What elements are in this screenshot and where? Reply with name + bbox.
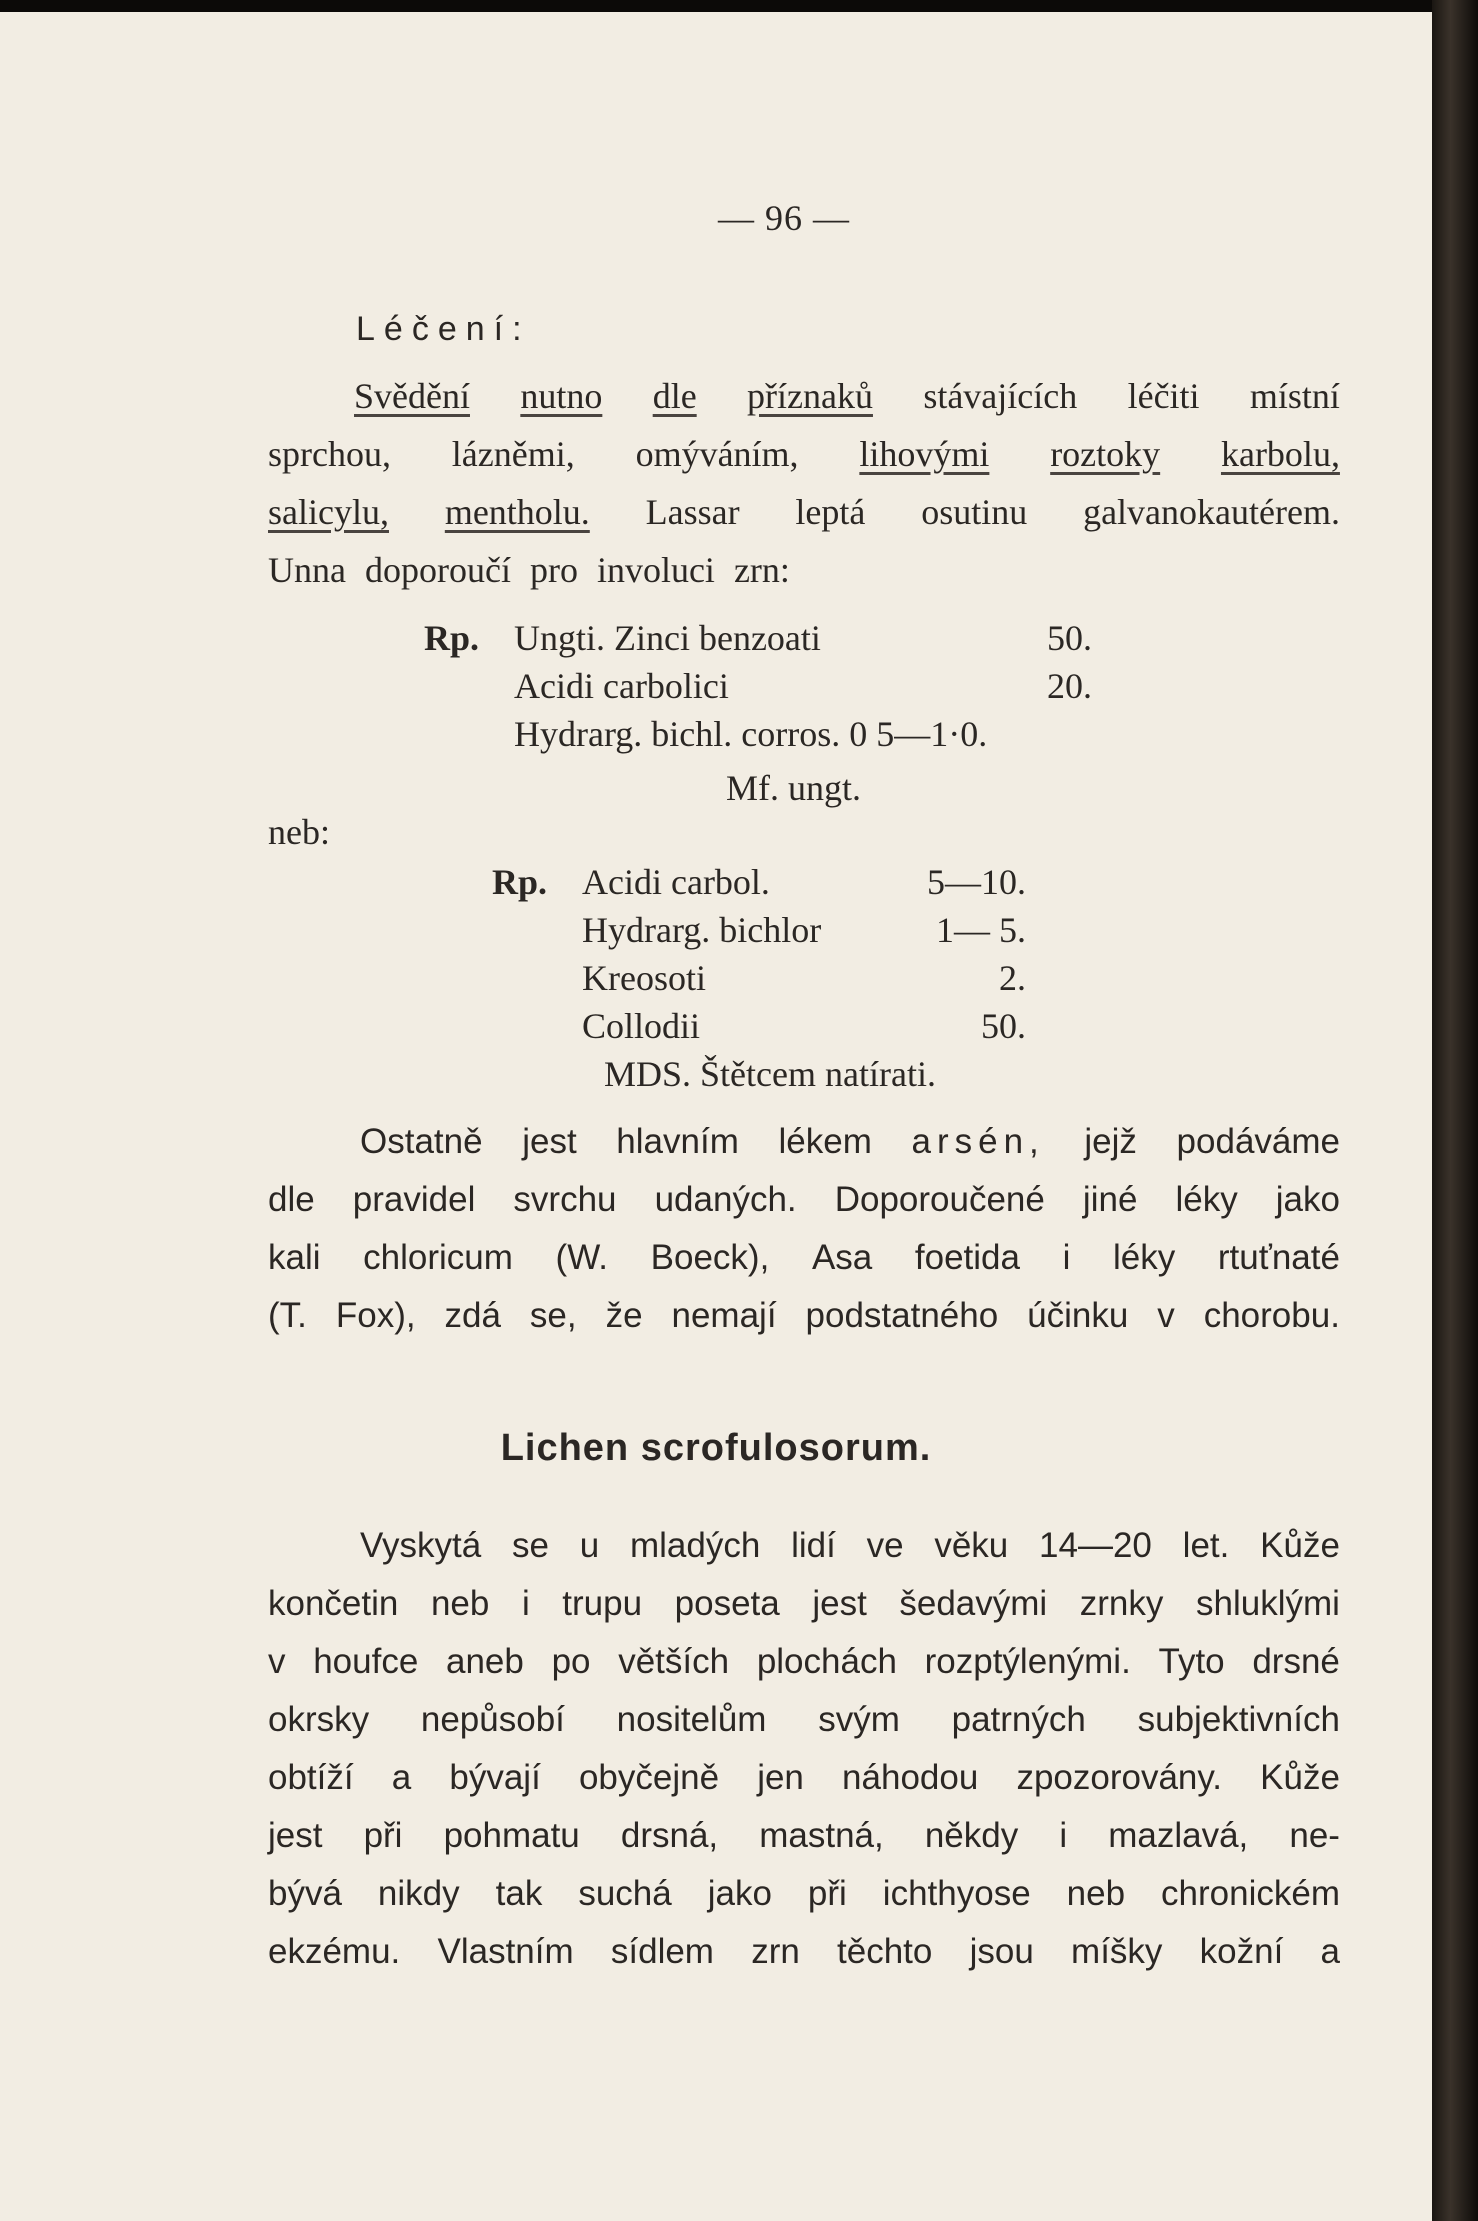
word: léky [1113, 1238, 1176, 1277]
para3-line-7 [268, 1876, 1340, 1911]
word: i [521, 1584, 530, 1623]
word: ve [866, 1526, 904, 1565]
recipe2-rp-symbol: Rp. [492, 862, 548, 902]
word: nikdy [377, 1874, 460, 1913]
para2-line-2 [268, 1182, 1340, 1217]
word: stávajících [923, 376, 1078, 416]
word: Ostatně [360, 1122, 483, 1161]
word: u [579, 1526, 600, 1565]
word: jako [1275, 1180, 1340, 1219]
word: Unna [268, 550, 346, 590]
word: pohmatu [443, 1816, 580, 1855]
recipe2-item-2-name: Hydrarg. bichlor [582, 910, 822, 950]
word: Vyskytá [360, 1526, 482, 1565]
word: pro [529, 550, 578, 590]
word: omýváním, [635, 434, 799, 474]
word: let. [1182, 1526, 1230, 1565]
word: větších [618, 1642, 730, 1681]
word: jest [522, 1122, 577, 1161]
word: podstatného [805, 1296, 999, 1335]
page-number: — 96 — [718, 198, 850, 238]
word: léčiti [1127, 376, 1200, 416]
para2-line-3 [268, 1240, 1340, 1275]
word: jejž [1084, 1122, 1137, 1161]
para1-line-1 [268, 378, 1340, 414]
para3-line-4 [268, 1702, 1340, 1737]
word: pravidel [352, 1180, 476, 1219]
para3-line-3 [268, 1644, 1340, 1679]
word: náhodou [842, 1758, 979, 1797]
para1-line-4 [268, 552, 790, 588]
recipe1-item-1-amount: 50. [1047, 618, 1092, 658]
word: roztoky [1050, 434, 1161, 474]
recipe1-item-2-amount: 20. [1047, 666, 1092, 706]
recipe1-rp-symbol: Rp. [424, 618, 480, 658]
para2-line-4 [268, 1298, 1340, 1333]
word: obyčejně [578, 1758, 720, 1797]
word: dle [652, 376, 697, 416]
word: a [1320, 1932, 1340, 1971]
word: lidí [791, 1526, 836, 1565]
word: Lassar [645, 492, 740, 532]
word: plochách [756, 1642, 897, 1681]
word: mazlavá, [1108, 1816, 1249, 1855]
word: tak [495, 1874, 543, 1913]
recipe2-signa: MDS. Štětcem natírati. [604, 1054, 936, 1094]
word: subjektivních [1137, 1700, 1340, 1739]
word: lihovými [859, 434, 990, 474]
word: udaných. [654, 1180, 797, 1219]
word: leptá [795, 492, 866, 532]
word: chronickém [1161, 1874, 1340, 1913]
recipe2-item-1-name: Acidi carbol. [582, 862, 770, 902]
word: jen [757, 1758, 804, 1797]
word: arsén, [911, 1122, 1045, 1161]
word: jest [812, 1584, 867, 1623]
word: lékem [778, 1122, 872, 1161]
word: zrn [751, 1932, 800, 1971]
word: ekzému. [268, 1932, 401, 1971]
word: rtuťnaté [1217, 1238, 1340, 1277]
word: podáváme [1176, 1122, 1340, 1161]
word: končetin [268, 1584, 399, 1623]
word: galvanokautérem. [1083, 492, 1340, 532]
word: jako [707, 1874, 772, 1913]
word: léky [1175, 1180, 1238, 1219]
word: involuci [596, 550, 715, 590]
word: salicylu, [268, 492, 389, 532]
recipe1-item-3-name: Hydrarg. bichl. corros. 0 5—1·0. [514, 714, 988, 754]
word: někdy [924, 1816, 1019, 1855]
word: kožní [1199, 1932, 1284, 1971]
word: patrných [951, 1700, 1086, 1739]
word: 14—20 [1039, 1526, 1152, 1565]
para3-line-6 [268, 1818, 1340, 1853]
word: houfce [313, 1642, 419, 1681]
word: mladých [629, 1526, 761, 1565]
word: aneb [446, 1642, 524, 1681]
word: míšky [1071, 1932, 1163, 1971]
word: Kůže [1260, 1758, 1340, 1797]
word: se, [529, 1296, 577, 1335]
word: drsná, [620, 1816, 719, 1855]
word: sprchou, [268, 434, 391, 474]
word: zrnky [1079, 1584, 1164, 1623]
para2-line-1 [268, 1124, 1340, 1159]
word: jiné [1082, 1180, 1138, 1219]
word: zrn: [733, 550, 790, 590]
word: svým [818, 1700, 900, 1739]
word: i [1059, 1816, 1068, 1855]
word: doporoučí [364, 550, 511, 590]
word: zpozorovány. [1016, 1758, 1223, 1797]
word: okrsky [268, 1700, 370, 1739]
word: trupu [562, 1584, 643, 1623]
word: nepůsobí [420, 1700, 565, 1739]
word: nositelům [616, 1700, 767, 1739]
word: obtíží [268, 1758, 354, 1797]
word: šedavými [899, 1584, 1048, 1623]
word: nutno [520, 376, 603, 416]
word: Asa [811, 1238, 873, 1277]
word: ne- [1289, 1816, 1340, 1855]
para3-line-1 [268, 1528, 1340, 1563]
word: neb [430, 1584, 490, 1623]
word: že [605, 1296, 643, 1335]
word: jsou [969, 1932, 1034, 1971]
word: při [807, 1874, 847, 1913]
word: při [363, 1816, 403, 1855]
word: foetida [914, 1238, 1020, 1277]
word: příznaků [747, 376, 873, 416]
recipe2-item-3-amount: 2. [999, 958, 1026, 998]
para1-line-2 [268, 436, 1340, 472]
section-title-lichen-scrofulosorum: Lichen scrofulosorum. [500, 1427, 932, 1469]
word: poseta [674, 1584, 780, 1623]
word: karbolu, [1220, 434, 1340, 474]
para3-line-2 [268, 1586, 1340, 1621]
word: mentholu. [444, 492, 590, 532]
recipe2-item-4-amount: 50. [981, 1006, 1026, 1046]
word: těchto [837, 1932, 933, 1971]
word: zdá [444, 1296, 501, 1335]
word: po [551, 1642, 591, 1681]
word: chloricum [363, 1238, 513, 1277]
word: v [268, 1642, 286, 1681]
word: Svědění [354, 376, 470, 416]
word: místní [1249, 376, 1340, 416]
para1-line-3 [268, 494, 1340, 530]
word: se [512, 1526, 549, 1565]
word: chorobu. [1203, 1296, 1340, 1335]
recipe2-item-3-name: Kreosoti [582, 958, 706, 998]
word: i [1062, 1238, 1071, 1277]
word: mastná, [759, 1816, 884, 1855]
word: lázněmi, [451, 434, 575, 474]
word: Doporoučené [834, 1180, 1045, 1219]
word: bývá [268, 1874, 342, 1913]
word: suchá [578, 1874, 672, 1913]
word: v [1157, 1296, 1175, 1335]
word: hlavním [616, 1122, 739, 1161]
word: svrchu [513, 1180, 617, 1219]
word: Tyto [1158, 1642, 1225, 1681]
word: dle [268, 1180, 315, 1219]
word: rozptýlenými. [924, 1642, 1131, 1681]
word: Boeck), [650, 1238, 770, 1277]
book-page [0, 12, 1432, 2221]
para3-line-5 [268, 1760, 1340, 1795]
recipe1-item-2-name: Acidi carbolici [514, 666, 729, 706]
word: ichthyose [882, 1874, 1031, 1913]
recipe2-item-4-name: Collodii [582, 1006, 701, 1046]
word: sídlem [610, 1932, 714, 1971]
word: bývají [449, 1758, 541, 1797]
recipe1-item-1-name: Ungti. Zinci benzoati [514, 618, 821, 658]
word: Kůže [1260, 1526, 1340, 1565]
para3-line-8 [268, 1934, 1340, 1969]
section-heading-treatment: Léčení: [356, 310, 531, 348]
word: (T. [268, 1296, 307, 1335]
word: shluklými [1195, 1584, 1340, 1623]
word: účinku [1027, 1296, 1129, 1335]
word: Vlastním [437, 1932, 574, 1971]
word: jest [268, 1816, 323, 1855]
word: a [391, 1758, 412, 1797]
neb-label: neb: [268, 812, 330, 852]
word: nemají [671, 1296, 777, 1335]
word: osutinu [921, 492, 1028, 532]
recipe2-item-1-amount: 5—10. [927, 862, 1026, 902]
word: (W. [555, 1238, 609, 1277]
word: neb [1066, 1874, 1126, 1913]
recipe2-item-2-amount: 1— 5. [936, 910, 1026, 950]
word: drsné [1252, 1642, 1340, 1681]
book-spine-edge [1432, 0, 1478, 2221]
word: kali [268, 1238, 321, 1277]
word: Fox), [335, 1296, 416, 1335]
recipe1-signa: Mf. ungt. [726, 768, 861, 808]
word: věku [934, 1526, 1009, 1565]
